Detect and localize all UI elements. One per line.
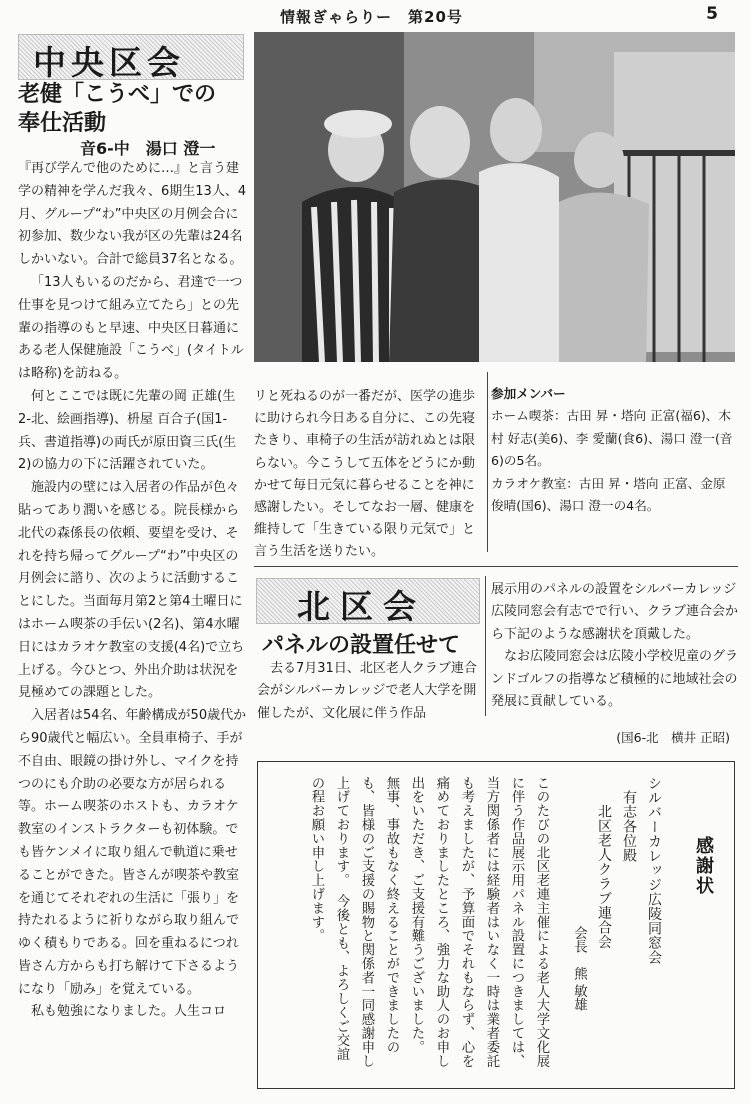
members-cafe: ホーム喫茶：古田 昇・塔向 正富(福6)、木村 好志(美6)、李 愛蘭(食6)、湯口 澄一(音6)の5名。 (491, 408, 733, 469)
paragraph: 私も勉強になりました。人生コロ (31, 1004, 227, 1020)
section-label-kita (256, 578, 480, 624)
column-divider (487, 372, 488, 552)
paragraph: 『再び学んで他のために…』と言う建学の精神を学んだ我々、6期生13人、4月、グループ“わ”中央区の月例会合に初参加、数少ない我が区の先輩は24名しかいない。合計で総員37名となる。 (18, 161, 247, 268)
section-label-text: 中央区会 (33, 43, 185, 82)
paragraph: 何とここでは既に先輩の岡 正雄(生2-北、絵画指導)、枡屋 百合子(国1-兵、書道指導)の両氏が原田資三氏(生2)の協力の下に活躍されていた。 (18, 388, 237, 473)
members-karaoke: カラオケ教室：古田 昇・塔向 正富、金原 俊晴(国6)、湯口 澄一の4名。 (491, 475, 726, 514)
article1-body-col1 (18, 158, 248, 1024)
certificate-title: 感謝状 (693, 836, 714, 896)
certificate-box (257, 761, 735, 1089)
page-number: 5 (706, 4, 718, 24)
paragraph: 展示用のパネルの設置をシルバーカレッジ広陵同窓会有志でで行い、クラブ連合会から下記のような感謝状を頂戴した。 (491, 582, 739, 642)
section-label-text: 北区会 (297, 587, 426, 626)
paragraph: 入居者は54名、年齢構成が50歳代から90歳代と幅広い。全員車椅子、手が不自由、眼鏡の掛け外し、マイクを持つのにも介助の必要な方が居られる等。ホーム喫茶のホストも、カラオケ教室のインストラクターも初体験。でも皆ケンメイに取り組んで軌道に乗せることができた。皆さんが喫茶や教室を通じてそれぞれの生活に「張り」を持たれるように祈りながら取り組んでゆく積もりである。回を重ねるにつれ皆さん方からも打ち解けて下さるようになり「励み」を覚えている。 (18, 708, 247, 997)
certificate-addressee: シルバーカレッジ広陵同窓会 (646, 776, 662, 965)
certificate-issuer: 北区老人クラブ連合会 (596, 804, 612, 949)
article2-signature: (国6-北 横井 正昭) (616, 730, 730, 745)
article1-title-line2: 奉仕活動 (18, 111, 107, 136)
section-divider (254, 566, 738, 567)
newsletter-title: 情報ぎゃらりー 第20号 (280, 8, 463, 26)
article1-title (18, 80, 250, 138)
page-header (0, 4, 750, 26)
group-photo (254, 32, 735, 362)
certificate-text (304, 776, 716, 1074)
article2-body-right (491, 579, 739, 713)
column-divider (485, 576, 486, 716)
certificate-addressee-suffix: 有志各位殿 (621, 790, 637, 863)
section-label-chuo (18, 34, 244, 80)
paragraph: 施設内の壁には入居者の作品が色々貼ってあり潤いを感じる。院長様から北代の森係長の依頼、要望を受け、それを持ち帰ってグループ“わ”中央区の月例会に諮り、次のように活動することにした。当面毎月第2と第4土曜日にはホーム喫茶の手伝い(2名)、第4水曜日にはカラオケ教室の支援(4名)で立ち上げる。今ひとつ、外出介助は状況を見極めての課題とした。 (18, 480, 245, 701)
paragraph: 去る7月31日、北区老人クラブ連合会がシルバーカレッジで老人大学を開催したが、文化展に伴う作品 (257, 661, 477, 721)
article2-body-left (257, 658, 483, 725)
paragraph: 「13人もいるのだから、君達で一つ仕事を見つけて組み立てたら」との先輩の指導のもと早速、中央区日暮通にある老人保健施設「こうべ」(タイトルは略称)を訪ねる。 (18, 274, 244, 382)
article1-body-col2 (254, 386, 480, 564)
members-list (491, 383, 736, 517)
certificate-body: このたびの北区老連主催による老人大学文化展に伴う作品展示用パネル設置につきましては、当方関係者には経験者はいなく一時は業者委託も考えましたが、予算面でそれもならず、心を痛めておりましたところ、強力な助人のお申し出をいただき、ご支援有難うございました。 無事、事故もなく終えることができましたのも、皆様のご支援の賜物と関係者一同感謝申し上げております。 今後とも、よろしくご交誼の程お願い申し上げます。 (309, 776, 549, 1068)
article1-author: 音6-中 湯口 澄一 (80, 139, 216, 158)
members-heading: 参加メンバー (491, 386, 566, 401)
paragraph: リと死ねるのが一番だが、医学の進歩に助けられ今日ある自分に、この先寝たきり、車椅子の生活が訪れぬとは限らない。今こうして五体をどうにか動かせて毎日元気に暮らせることを神に感謝したい。そしてなお一層、健康を維持して「生きている限り元気で」と言う生活を送りたい。 (254, 389, 476, 560)
group-photo-image (254, 32, 735, 362)
certificate-chair: 会長 熊 敏雄 (571, 926, 587, 1012)
article1-title-line1: 老健「こうべ」での (18, 82, 217, 107)
article2-title: パネルの設置任せて (262, 633, 461, 658)
paragraph: なお広陵同窓会は広陵小学校児童のグランドゴルフの指導など積極的に地域社会の発展に貢献している。 (491, 649, 739, 710)
